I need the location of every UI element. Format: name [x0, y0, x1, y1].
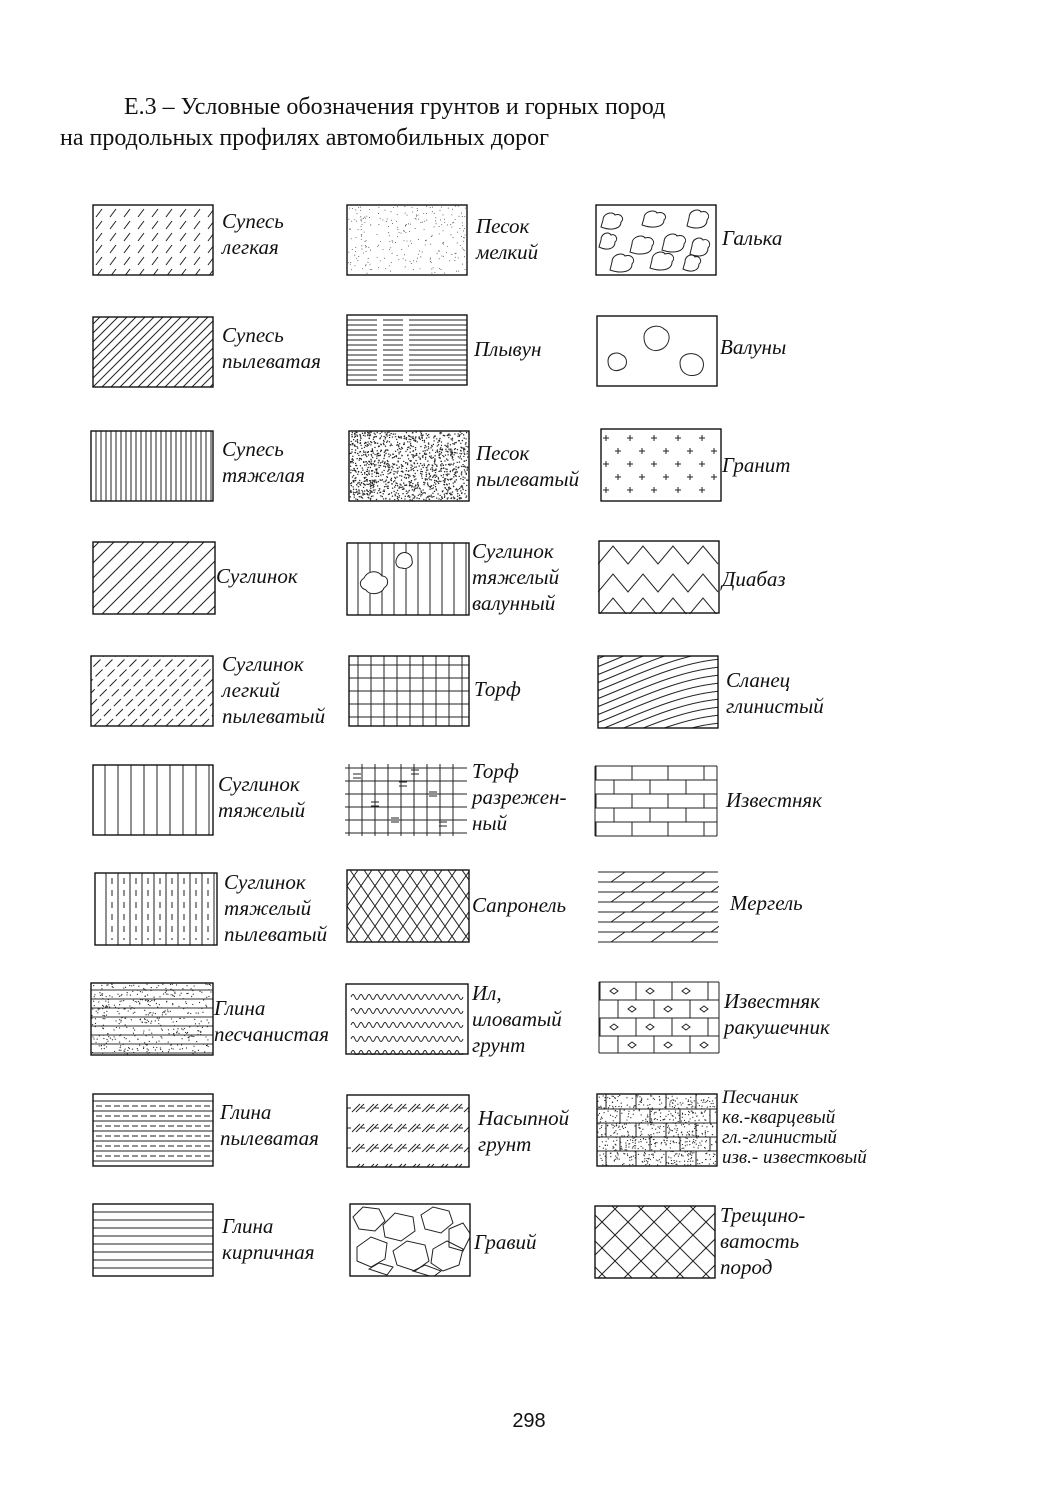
- label-boulders: Валуны: [720, 335, 787, 359]
- label-clay-shale: Сланец глинистый: [726, 668, 824, 718]
- swatch-silty-sand: [348, 430, 470, 502]
- swatch-sandy-loam-light: [92, 204, 214, 276]
- label-gravel: Гравий: [474, 1230, 537, 1254]
- label-pebbles: Галька: [722, 226, 783, 250]
- label-fill-soil: Насыпной грунт: [478, 1106, 570, 1156]
- swatch-diabase: [598, 540, 720, 614]
- swatch-fill-soil: [346, 1094, 470, 1168]
- label-granite: Гранит: [722, 453, 791, 477]
- label-fine-sand: Песок мелкий: [476, 214, 539, 264]
- label-silt: Ил, иловатый грунт: [472, 981, 562, 1057]
- swatch-shell-limestone: [598, 981, 720, 1055]
- swatch-rock-fracturing: [594, 1205, 716, 1279]
- label-heavy-loam: Суглинок тяжелый: [218, 772, 306, 822]
- swatch-pebbles: [595, 204, 717, 276]
- label-limestone: Известняк: [726, 788, 823, 812]
- label-sandy-loam-silty: Супесь пылеватая: [222, 323, 321, 373]
- swatch-boulders: [596, 315, 718, 387]
- swatch-quicksand: [346, 314, 468, 386]
- label-sparse-peat: Торф разрежен- ный: [472, 759, 567, 835]
- page-title: [60, 92, 960, 154]
- swatch-limestone: [594, 765, 718, 839]
- title-line-2: на продольных профилях автомобильных дорог: [60, 125, 549, 151]
- title-line-1: Е.3 – Условные обозначения грунтов и горных пород: [124, 94, 666, 120]
- label-diabase: Диабаз: [722, 567, 786, 591]
- label-silty-clay: Глина пылеватая: [220, 1100, 319, 1150]
- swatch-peat: [348, 655, 470, 727]
- swatch-sandy-loam-silty: [92, 316, 214, 388]
- swatch-heavy-loam: [92, 764, 214, 836]
- label-quicksand: Плывун: [474, 337, 542, 361]
- label-peat: Торф: [474, 677, 521, 701]
- label-rock-fracturing: Трещино- ватость пород: [720, 1203, 806, 1279]
- swatch-light-silty-loam: [90, 655, 214, 727]
- swatch-sandy-clay: [90, 982, 214, 1056]
- swatch-clay-shale: [597, 655, 719, 729]
- label-shell-limestone: Известняк ракушечник: [724, 989, 830, 1039]
- swatch-sparse-peat: [345, 764, 467, 836]
- label-heavy-silty-loam: Суглинок тяжелый пылеватый: [224, 870, 328, 946]
- swatch-fine-sand: [346, 204, 468, 276]
- swatch-silt: [345, 983, 469, 1055]
- label-loam: Суглинок: [216, 564, 298, 588]
- label-sandstone: Песчаник кв.-кварцевый гл.-глинистый изв.- известковый: [722, 1087, 867, 1168]
- swatch-sandstone: [596, 1093, 718, 1167]
- swatch-loam: [92, 541, 216, 615]
- label-marl: Мергель: [730, 891, 803, 915]
- label-sandy-loam-heavy: Супесь тяжелая: [222, 437, 305, 487]
- label-sapropel: Сапронель: [472, 893, 567, 917]
- swatch-sandy-loam-heavy: [90, 430, 214, 502]
- swatch-heavy-silty-loam: [94, 872, 218, 946]
- swatch-gravel: [349, 1203, 471, 1277]
- label-heavy-loam-boulder: Суглинок тяжелый валунный: [472, 539, 560, 615]
- swatch-marl: [597, 870, 719, 944]
- label-light-silty-loam: Суглинок легкий пылеватый: [222, 652, 326, 728]
- swatch-sapropel: [346, 869, 470, 943]
- label-silty-sand: Песок пылеватый: [476, 441, 580, 491]
- swatch-brick-clay: [92, 1203, 214, 1277]
- label-sandy-loam-light: Супесь легкая: [222, 209, 284, 259]
- label-sandy-clay: Глина песчанистая: [214, 996, 330, 1046]
- label-brick-clay: Глина кирпичная: [222, 1214, 315, 1264]
- swatch-heavy-loam-boulder: [346, 542, 470, 616]
- swatch-granite: [600, 428, 722, 502]
- swatch-silty-clay: [92, 1093, 214, 1167]
- page-number: 298: [512, 1410, 546, 1432]
